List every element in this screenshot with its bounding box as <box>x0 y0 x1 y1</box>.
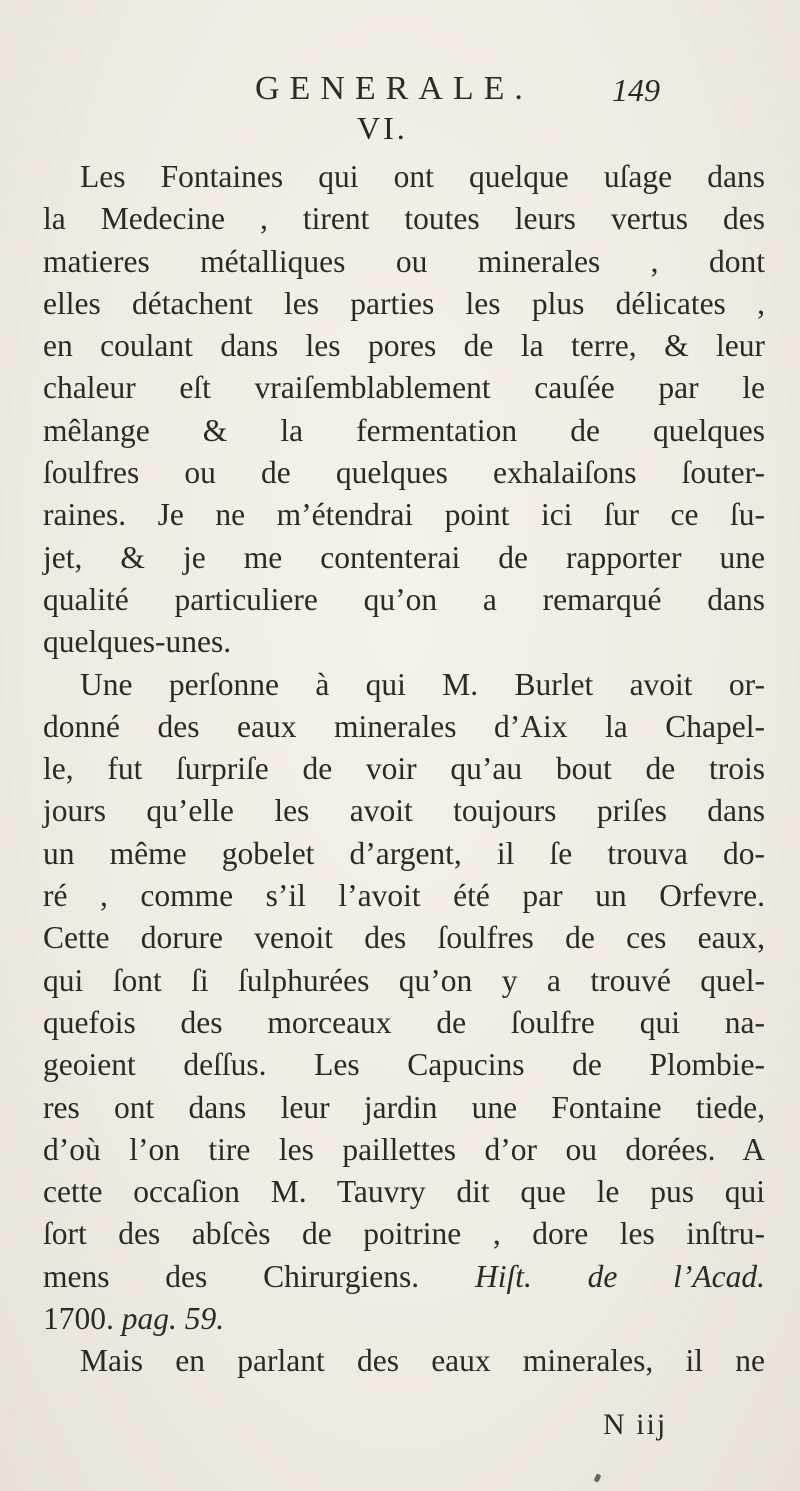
line-text: jet, & je me contenterai de rapporter une <box>43 539 765 575</box>
line-text: matieres métalliques ou minerales , dont <box>43 243 765 279</box>
text-line <box>43 156 765 198</box>
page-number: 149 <box>612 72 660 108</box>
line-text: Cette dorure venoit des ſoulfres de ces eaux, <box>43 920 765 956</box>
line-text: quelques-unes. <box>43 624 232 660</box>
text-line <box>43 367 765 409</box>
line-text: mêlange & la fermentation de quelques <box>43 412 765 448</box>
line-text: ré , comme s’il l’avoit été par un Orfevre. <box>43 878 765 914</box>
text-line <box>43 917 765 959</box>
text-line <box>43 1044 765 1086</box>
line-text: Les Fontaines qui ont quelque uſage dans <box>80 159 765 194</box>
text-line <box>43 283 765 325</box>
line-text: la Medecine , tirent toutes leurs vertus des <box>43 201 765 237</box>
line-text: ſoulfres ou de quelques exhalaiſons ſouter- <box>43 455 765 491</box>
text-line <box>43 410 765 452</box>
section-number: VI. <box>357 110 408 146</box>
line-text: jours qu’elle les avoit toujours priſes dans <box>43 793 765 829</box>
line-text: donné des eaux minerales d’Aix la Chapel- <box>43 708 765 744</box>
text-line <box>43 621 765 663</box>
line-text: mens des Chirurgiens. <box>43 1258 420 1294</box>
text-line <box>43 960 765 1002</box>
body-text <box>43 156 765 1383</box>
text-line <box>43 748 765 790</box>
text-line <box>43 1087 765 1129</box>
text-line <box>43 241 765 283</box>
text-line <box>43 494 765 536</box>
line-text: en coulant dans les pores de la terre, & leur <box>43 328 765 364</box>
line-text: chaleur eſt vraiſemblablement cauſée par le <box>43 370 765 406</box>
text-line <box>43 664 765 706</box>
text-line <box>43 1256 765 1298</box>
text-line <box>43 1171 765 1213</box>
text-line <box>43 875 765 917</box>
signature-mark: N iij <box>603 1408 668 1441</box>
line-text: cette occaſion M. Tauvry dit que le pus qui <box>43 1174 765 1210</box>
text-line <box>43 833 765 875</box>
line-text: geoient deſſus. Les Capucins de Plombie- <box>43 1047 765 1083</box>
text-line <box>43 1340 765 1382</box>
line-text: 1700. <box>43 1301 114 1337</box>
running-title: GENERALE. <box>255 70 533 107</box>
line-text: le, fut ſurpriſe de voir qu’au bout de trois <box>43 751 765 787</box>
line-text: res ont dans leur jardin une Fontaine tiede, <box>43 1089 765 1125</box>
text-line <box>43 1213 765 1255</box>
text-line <box>43 1298 765 1340</box>
text-line <box>43 198 765 240</box>
line-text: elles détachent les parties les plus délicates , <box>43 285 765 321</box>
citation-text: pag. 59. <box>121 1301 225 1337</box>
text-line <box>43 537 765 579</box>
text-line <box>43 706 765 748</box>
text-line <box>43 452 765 494</box>
line-text: quefois des morceaux de ſoulfre qui na- <box>43 1004 765 1040</box>
line-text: un même gobelet d’argent, il ſe trouva do- <box>43 835 765 871</box>
text-line <box>43 1129 765 1171</box>
line-text: qui ſont ſi ſulphurées qu’on y a trouvé quel- <box>43 962 765 998</box>
line-text: Une perſonne à qui M. Burlet avoit or- <box>80 666 765 702</box>
line-text: raines. Je ne m’étendrai point ici ſur ce ſu- <box>43 497 765 533</box>
line-text: Mais en parlant des eaux minerales, il ne <box>80 1343 765 1379</box>
line-text: ſort des abſcès de poitrine , dore les inſtru- <box>43 1216 765 1252</box>
text-line <box>43 790 765 832</box>
ink-speck <box>594 1473 602 1482</box>
line-text: d’où l’on tire les paillettes d’or ou dorées. A <box>43 1131 765 1167</box>
line-text: qualité particuliere qu’on a remarqué dans <box>43 581 765 617</box>
text-line <box>43 325 765 367</box>
text-line <box>43 579 765 621</box>
citation-text: Hiſt. de l’Acad. <box>474 1258 766 1294</box>
text-line <box>43 1002 765 1044</box>
